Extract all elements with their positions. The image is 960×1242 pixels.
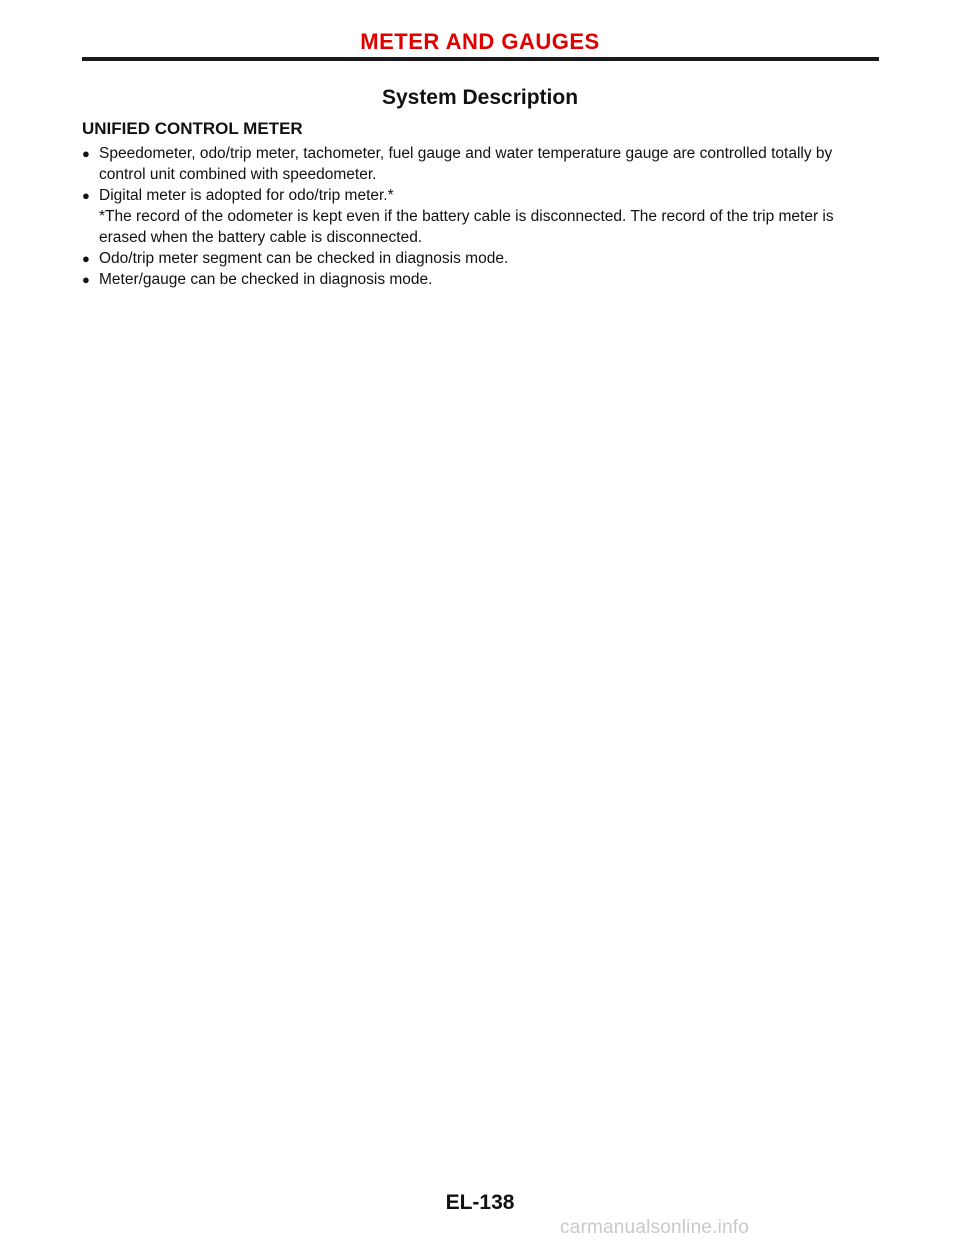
list-item — [82, 248, 882, 269]
section-title: System Description — [381, 86, 579, 109]
bullet-text: Speedometer, odo/trip meter, tachometer, fuel gauge and water temperature gauge are controlled totally by control unit combined with speedometer. — [99, 145, 833, 183]
bullet-text: Meter/gauge can be checked in diagnosis mode. — [99, 271, 433, 288]
list-item — [82, 185, 882, 248]
list-item — [82, 269, 882, 290]
bullet-icon: ● — [82, 251, 90, 266]
bullet-icon: ● — [82, 146, 90, 161]
list-item — [82, 143, 882, 185]
header-rule — [82, 57, 879, 61]
bullet-text: Digital meter is adopted for odo/trip meter.* — [99, 187, 394, 204]
bullet-text: Odo/trip meter segment can be checked in diagnosis mode. — [99, 250, 509, 267]
bullet-icon: ● — [82, 272, 90, 287]
bullet-list — [82, 143, 882, 290]
watermark: carmanualsonline.info — [560, 1217, 750, 1238]
page-header-title: METER AND GAUGES — [360, 29, 600, 54]
bullet-footnote: *The record of the odometer is kept even if the battery cable is disconnected. The record of the trip meter is erased when the battery cable is disconnected. — [99, 208, 834, 246]
sub-section-title: UNIFIED CONTROL METER — [82, 119, 303, 138]
bullet-icon: ● — [82, 188, 90, 203]
page-number: EL-138 — [445, 1191, 515, 1214]
